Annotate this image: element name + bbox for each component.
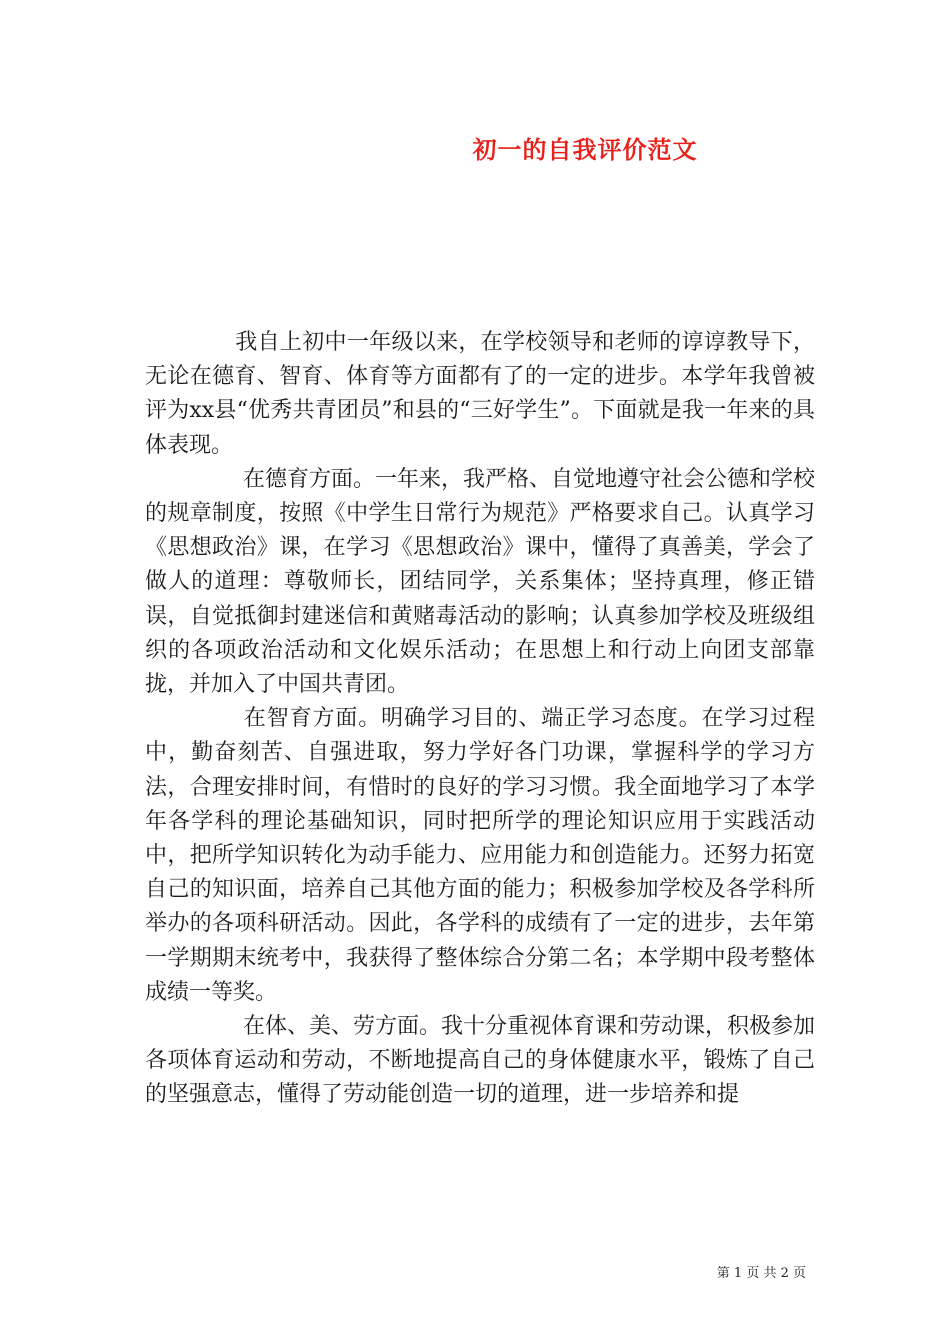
paragraph-intro <box>145 326 815 463</box>
paragraph-sports-arts-labor-text: 在体、美、劳方面。我十分重视体育课和劳动课，积极参加各项体育运动和劳动，不断地提高自己的身体健康水平，锻炼了自己的坚强意志，懂得了劳动能创造一切的道理，进一步培养和提 <box>145 1014 816 1108</box>
page-number-label: 第 1 页 共 2 页 <box>716 1266 806 1281</box>
document-body <box>145 326 815 1113</box>
paragraph-moral-education <box>145 463 815 702</box>
paragraph-intellectual-education <box>145 702 815 1010</box>
document-title: 初一的自我评价范文 <box>472 135 698 164</box>
paragraph-intellectual-education-text: 在智育方面。明确学习目的、端正学习态度。在学习过程中，勤奋刻苦、自强进取，努力学好各门功课，掌握科学的学习方法，合理安排时间，有惜时的良好的学习习惯。我全面地学习了本学年各学科的理论基础知识，同时把所学的理论知识应用于实践活动中，把所学知识转化为动手能力、应用能力和创造能力。还努力拓宽自己的知识面，培养自己其他方面的能力；积极参加学校及各学科所举办的各项科研活动。因此，各学科的成绩有了一定的进步，去年第一学期期末统考中，我获得了整体综合分第二名；本学期中段考整体成绩一等奖。 <box>145 706 815 1005</box>
paragraph-intro-text: 我自上初中一年级以来，在学校领导和老师的谆谆教导下，无论在德育、智育、体育等方面都有了的一定的进步。本学年我曾被评为xx县“优秀共青团员”和县的“三好学生”。下面就是我一年来的具体表现。 <box>145 330 815 458</box>
paragraph-moral-education-text: 在德育方面。一年来，我严格、自觉地遵守社会公德和学校的规章制度，按照《中学生日常行为规范》严格要求自己。认真学习《思想政治》课，在学习《思想政治》课中，懂得了真善美，学会了做人的道理：尊敬师长，团结同学，关系集体；坚持真理，修正错误，自觉抵御封建迷信和黄赌毒活动的影响；认真参加学校及班级组织的各项政治活动和文化娱乐活动；在思想上和行动上向团支部靠拢，并加入了中国共青团。 <box>145 466 816 698</box>
page-number-footer <box>717 1262 806 1281</box>
paragraph-sports-arts-labor <box>145 1010 815 1113</box>
